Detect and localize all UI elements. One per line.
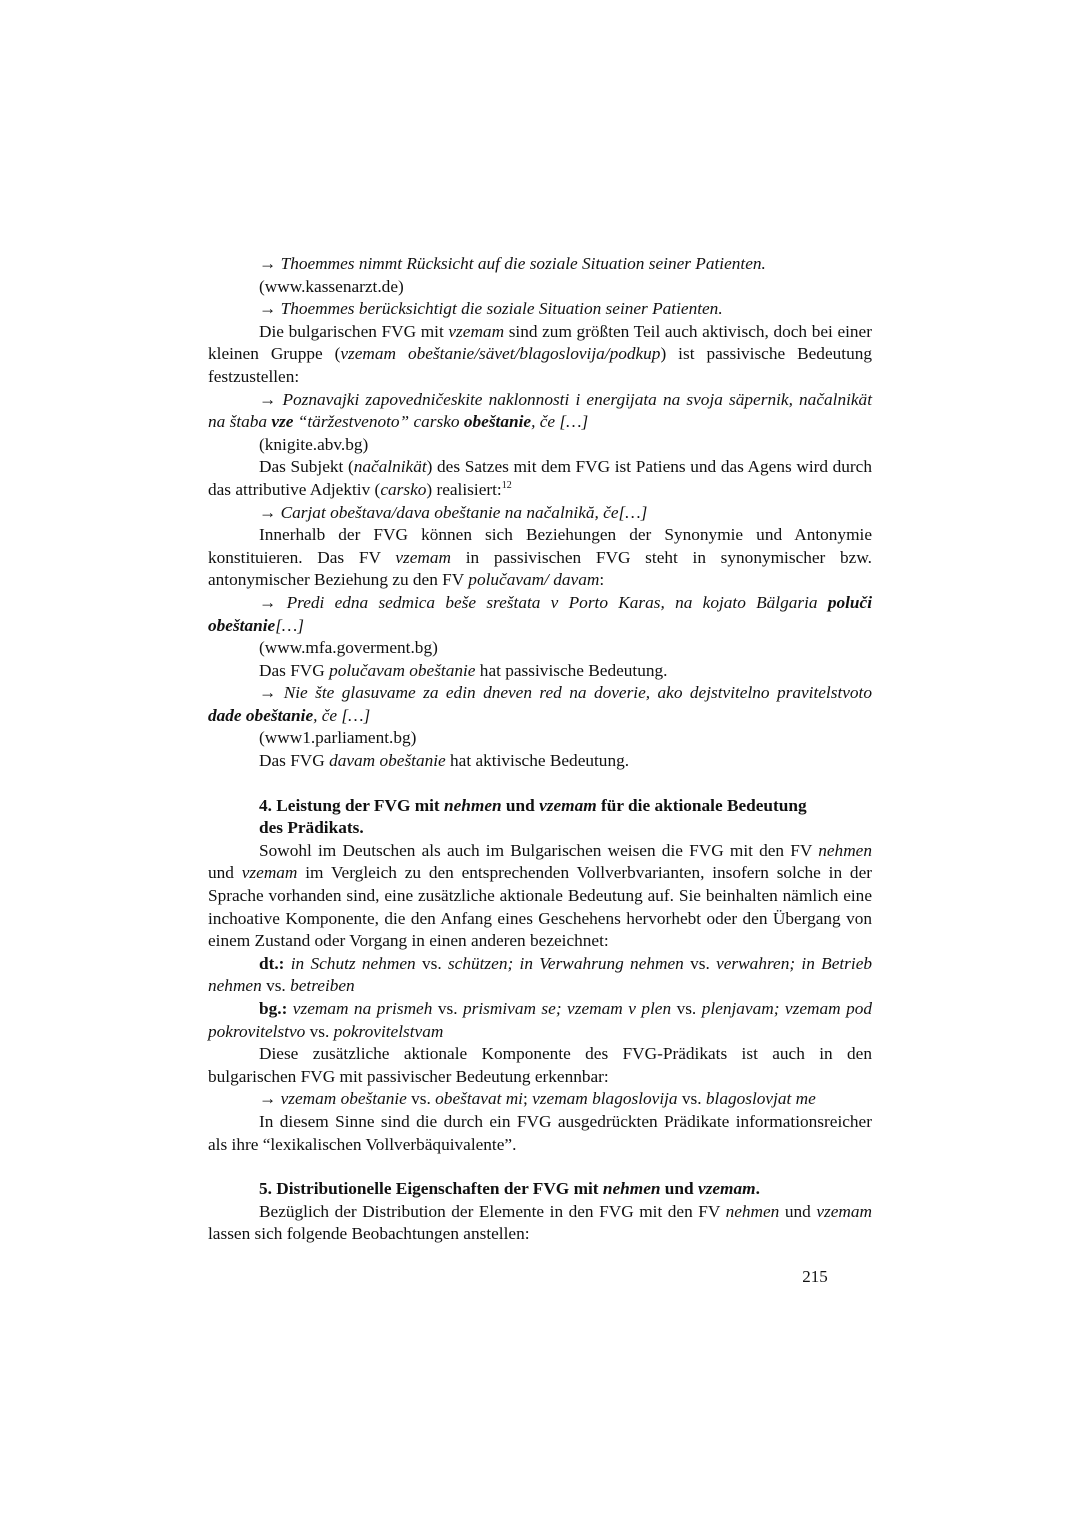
paragraph — [208, 253, 872, 276]
text-run: vs. — [677, 1089, 706, 1109]
text-run: , če […] — [313, 705, 371, 725]
text-run: vs. — [261, 976, 291, 996]
paragraph — [208, 660, 872, 683]
text-run: ; — [523, 1089, 533, 1109]
text-run: nehmen — [725, 1201, 780, 1221]
text-run: Innerhalb der FVG können sich Beziehungen der Synonymie und Antonymie konstituieren. Das FV — [208, 525, 872, 567]
paragraph — [208, 1043, 872, 1088]
text-run: → — [259, 683, 284, 703]
heading-line — [259, 1178, 872, 1201]
text-run: → — [259, 592, 287, 612]
text-run: → — [259, 502, 281, 522]
text-run: nehmen — [602, 1179, 661, 1199]
text-run: verwahren; in Betrieb nehmen — [208, 953, 873, 996]
text-run: Sowohl im Deutschen als auch im Bulgarischen weisen die FVG mit den FV — [259, 840, 819, 860]
text-run: […] — [275, 615, 305, 635]
text-run: und — [501, 795, 540, 815]
paragraph — [208, 1201, 872, 1246]
text-run: 4. Leistung der FVG mit — [259, 795, 444, 815]
footnote-marker[interactable]: 12 — [501, 480, 512, 492]
text-run: “täržestvenoto” carsko — [293, 412, 464, 432]
text-run: , če […] — [531, 412, 589, 432]
text-run: in Schutz nehmen — [284, 953, 416, 973]
text-run: Das FVG — [259, 660, 330, 680]
text-run: dt.: — [259, 953, 285, 973]
page-number: 215 — [802, 1267, 828, 1286]
text-run: Das Subjekt ( — [259, 457, 354, 477]
text-run: sind zum größten Teil auch aktivisch, doch bei einer kleinen Gruppe ( — [208, 321, 872, 364]
text-run: In diesem Sinne sind die durch ein FVG ausgedrückten Prädikate informationsreicher als ihre “lexikalischen Vollverbäquivalente”. — [208, 1111, 872, 1154]
text-run: davam obeštanie — [329, 751, 446, 771]
text-run: und — [779, 1201, 817, 1221]
text-run: betreiben — [290, 976, 355, 996]
paragraph — [208, 637, 872, 660]
text-run: in passivischen FVG steht in synonymischer bzw. antonymischer Beziehung zu den FV — [208, 547, 872, 590]
text-run: (www1.parliament.bg) — [259, 728, 417, 748]
paragraph — [208, 1111, 872, 1156]
text-run: polučavam/ davam — [468, 570, 600, 590]
paragraph — [208, 750, 872, 773]
text-run: poluči obeštanie — [208, 592, 873, 635]
text-run: (www.kassenarzt.de) — [259, 276, 404, 296]
text-run: Carjat obeštava/dava obeštanie na načalnikă, če[…] — [280, 502, 648, 522]
text-run: vzemam obeštanie — [280, 1089, 407, 1109]
text-run: vs. — [683, 953, 717, 973]
paragraph — [208, 953, 872, 998]
text-run: → — [259, 389, 283, 409]
text-run: . — [755, 1179, 760, 1199]
text-run: prismivam se; vzemam v plen — [463, 999, 672, 1018]
text-run: vzemam — [241, 863, 298, 883]
paragraph — [208, 434, 872, 457]
paragraph — [208, 592, 872, 637]
text-run: (www.mfa.goverment.bg) — [259, 638, 438, 658]
text-run: für die aktionale Bedeutung — [596, 795, 807, 815]
text-run: ) des Satzes mit dem FVG ist Patiens und das Agens wird durch das attributive Adjektiv ( — [208, 457, 872, 499]
text-run: 5. Distributionelle Eigenschaften der FVG mit — [259, 1179, 603, 1199]
text-run: vs. — [406, 1089, 436, 1109]
text-run: plenjavam; vzemam pod pokrovitelstvo — [208, 999, 872, 1041]
text-run: hat aktivische Bedeutung. — [445, 751, 630, 771]
text-run: Bezüglich der Distribution der Elemente in den FVG mit den FV — [259, 1201, 726, 1221]
text-run: vzemam obeštanie/sävet/blagoslovija/podkup — [340, 344, 661, 364]
text-run: → — [259, 1089, 281, 1109]
text-run: Poznavajki zapovedničeskite naklonnosti i energijata na svoja säpernik, načalnikät na štaba — [208, 389, 872, 432]
paragraph — [208, 389, 872, 434]
text-run: ) realisiert: — [426, 479, 502, 499]
text-run: vs. — [305, 1021, 334, 1041]
text-run: blagoslovjat me — [705, 1089, 816, 1109]
paragraph — [208, 456, 872, 501]
text-run: des Prädikats. — [259, 818, 364, 838]
text-run: nehmen — [443, 795, 502, 815]
text-run: vzemam na prismeh — [287, 999, 433, 1018]
text-run: vzemam — [448, 321, 505, 341]
text-run: nehmen — [818, 840, 872, 860]
text-run: bg.: — [259, 999, 288, 1018]
paragraph — [208, 682, 872, 727]
text-run: Thoemmes berücksichtigt die soziale Situation seiner Patienten. — [280, 299, 723, 319]
text-run: und — [660, 1179, 698, 1199]
text-run: vzemam blagoslovija — [532, 1089, 678, 1109]
body-text — [208, 253, 872, 1246]
section-heading — [208, 795, 872, 840]
text-run: hat passivische Bedeutung. — [475, 660, 668, 680]
paragraph — [208, 276, 872, 299]
paragraph — [208, 998, 872, 1043]
paragraph — [208, 840, 872, 953]
text-run: vs. — [415, 953, 448, 973]
text-run: im Vergleich zu den entsprechenden Vollverbvarianten, insofern solche in der Sprache vorhanden sind, eine zusätzliche aktionale Bedeutung auf. Sie beinhalten nämlich eine inchoative Komponente, die den Anfang eines Geschehens hervorhebt oder den Übergang von einem Zustand oder Vorgang in einen anderen bezeichnet: — [208, 863, 872, 951]
text-run: Die bulgarischen FVG mit — [259, 321, 449, 341]
paragraph — [208, 298, 872, 321]
paragraph — [208, 1088, 872, 1111]
text-run: Thoemmes nimmt Rücksicht auf die soziale Situation seiner Patienten. — [280, 254, 766, 273]
text-run: Nie šte glasuvame za edin dneven red na doverie, ako dejstvitelno pravitelstvoto — [283, 683, 873, 703]
section-gap — [208, 1156, 872, 1178]
text-run: obeštavat mi — [435, 1089, 523, 1109]
text-run: vzemam — [697, 1179, 756, 1199]
paragraph — [208, 727, 872, 750]
text-run: vzemam — [816, 1201, 872, 1221]
text-run: Diese zusätzliche aktionale Komponente des FVG-Prädikats ist auch in den bulgarischen FVG mit passivischer Bedeutung erkennbar: — [208, 1044, 872, 1086]
text-run: : — [599, 570, 605, 590]
text-run: ) ist passivische Bedeutung festzustellen: — [208, 344, 872, 386]
text-run: vze — [271, 412, 294, 432]
paragraph — [208, 524, 872, 592]
section-gap — [208, 773, 872, 795]
text-run: → — [259, 299, 281, 319]
heading-line — [259, 795, 872, 818]
text-run: obeštanie — [463, 412, 532, 432]
text-run: Das FVG — [259, 751, 330, 771]
text-run: načalnikät — [353, 457, 427, 477]
text-run: dade obeštanie — [208, 705, 314, 725]
section-heading — [208, 1178, 872, 1201]
text-run: Predi edna sedmica beše sreštata v Porto Karas, na kojato Bälgaria — [286, 592, 828, 612]
text-run: vs. — [671, 999, 702, 1018]
text-run: lassen sich folgende Beobachtungen anstellen: — [208, 1224, 530, 1244]
text-run: und — [208, 863, 242, 883]
text-run: vzemam — [395, 547, 451, 567]
text-run: (knigite.abv.bg) — [259, 434, 369, 454]
text-run: polučavam obeštanie — [329, 660, 476, 680]
paragraph — [208, 321, 872, 389]
text-run: schützen; in Verwahrung nehmen — [447, 953, 684, 973]
text-run: vs. — [432, 999, 463, 1018]
heading-line — [259, 817, 872, 840]
paragraph — [208, 502, 872, 525]
text-run: carsko — [380, 479, 427, 499]
text-run: pokrovitelstvam — [333, 1021, 444, 1041]
text-run: → — [259, 254, 281, 273]
text-run: vzemam — [539, 795, 597, 815]
